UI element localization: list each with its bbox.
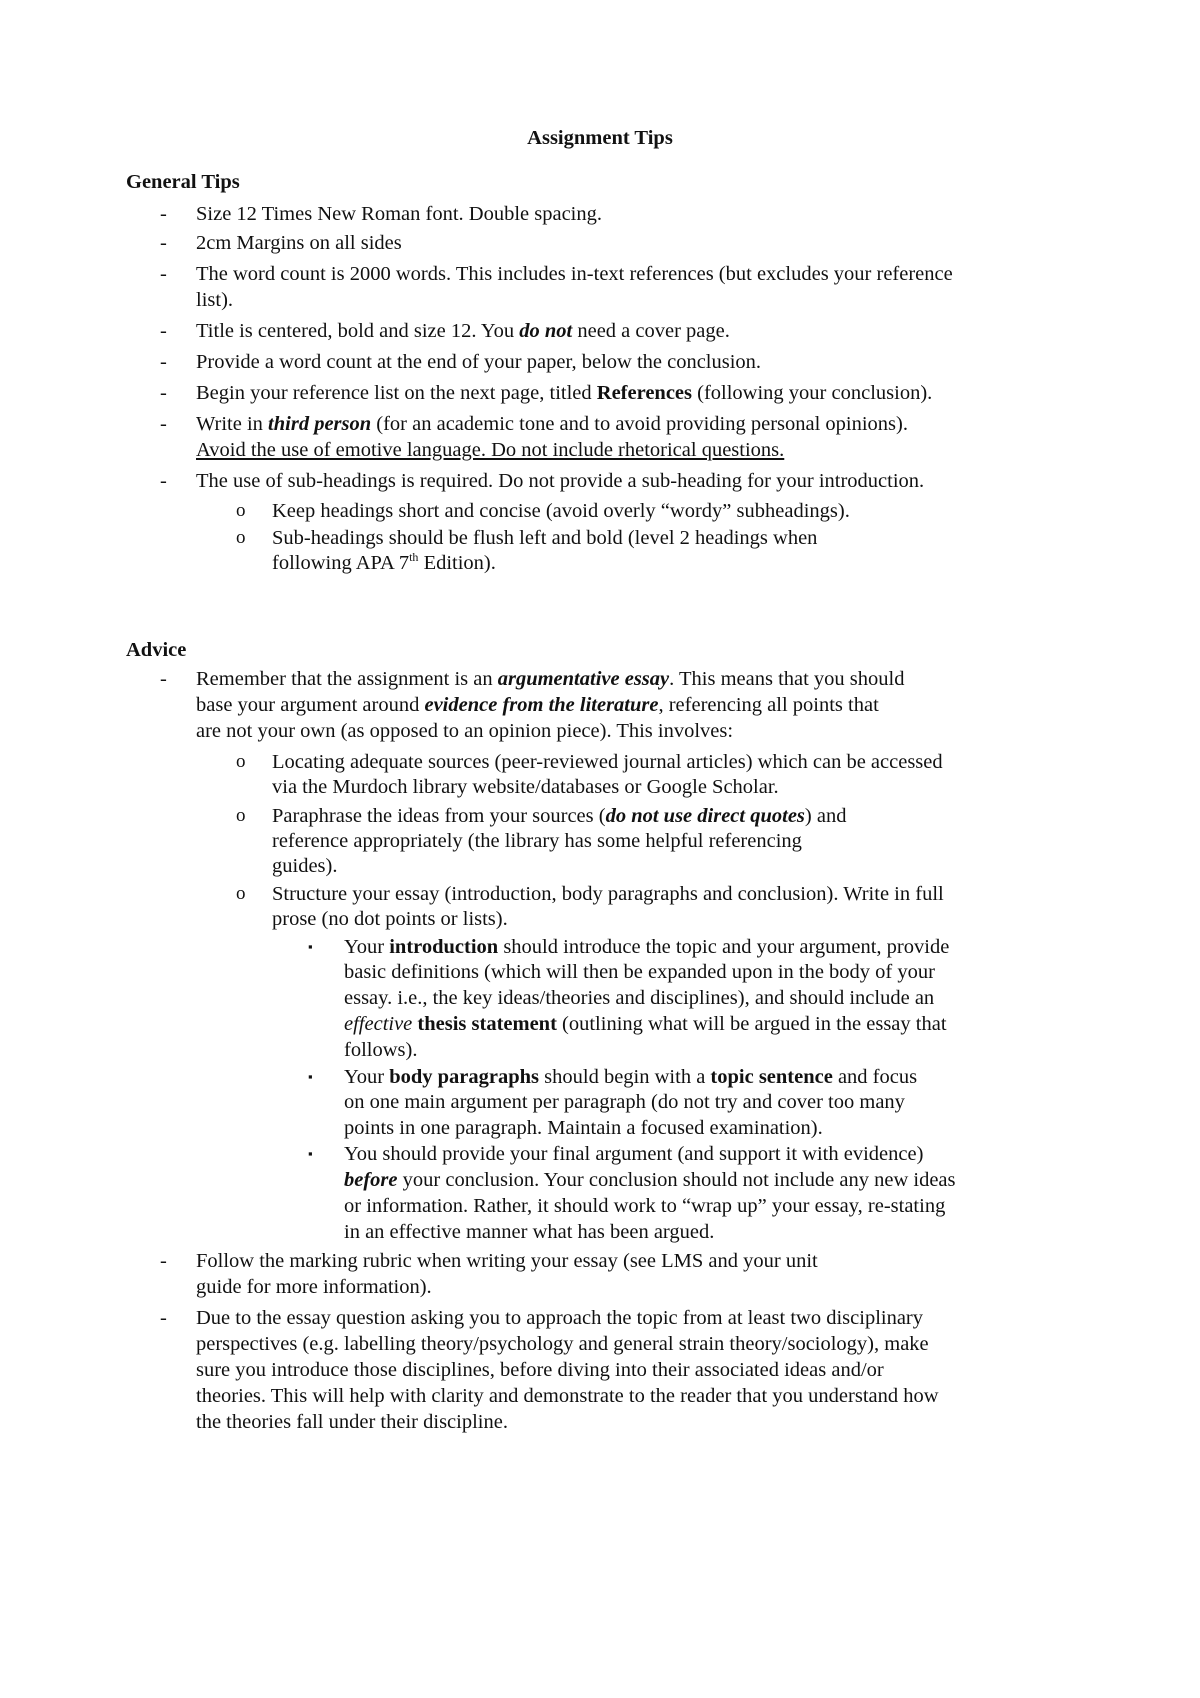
advice-introduction: Your introduction should introduce the topic and your argument, provide [344,936,950,958]
dash-bullet: - [160,382,167,404]
tip-third-person: Write in third person (for an academic tone and to avoid providing personal opinions). [196,413,908,435]
tip-word-count: The word count is 2000 words. This includes in-text references (but excludes your reference [196,263,953,285]
advice-paraphrase-cont: reference appropriately (the library has some helpful referencing [272,830,802,852]
subtip-apa-edition: following APA 7th Edition). [272,550,496,574]
dash-bullet: - [160,1307,167,1329]
advice-locating-sources-cont: via the Murdoch library website/databases or Google Scholar. [272,776,779,798]
advice-structure: Structure your essay (introduction, body paragraphs and conclusion). Write in full [272,883,944,905]
circle-bullet: o [236,805,246,826]
tip-reference-list: Begin your reference list on the next page, titled References (following your conclusion). [196,382,933,404]
advice-disciplines: Due to the essay question asking you to approach the topic from at least two disciplinary [196,1307,924,1329]
circle-bullet: o [236,883,246,904]
advice-disciplines-cont2: sure you introduce those disciplines, before diving into their associated ideas and/or [196,1359,884,1381]
tip-word-count-cont: list). [196,289,234,311]
tip-provide-count: Provide a word count at the end of your paper, below the conclusion. [196,351,762,373]
tip-font: Size 12 Times New Roman font. Double spacing. [196,203,602,225]
advice-locating-sources: Locating adequate sources (peer-reviewed journal articles) which can be accessed [272,751,943,773]
advice-paraphrase-cont2: guides). [272,855,338,877]
advice-disciplines-cont: perspectives (e.g. labelling theory/psychology and general strain theory/sociology), make [196,1333,929,1355]
advice-final-argument: You should provide your final argument (and support it with evidence) [344,1143,924,1165]
subtip-short-headings: Keep headings short and concise (avoid overly “wordy” subheadings). [272,500,850,522]
dash-bullet: - [160,1250,167,1272]
page-title: Assignment Tips [527,127,673,149]
dash-bullet: - [160,470,167,492]
section-heading-general: General Tips [126,171,240,193]
advice-marking-rubric-cont: guide for more information). [196,1276,432,1298]
advice-wrap-up-cont: in an effective manner what has been argued. [344,1221,715,1243]
advice-introduction-end: follows). [344,1039,418,1061]
circle-bullet: o [236,500,246,521]
advice-evidence: base your argument around evidence from the literature, referencing all points that [196,694,879,716]
circle-bullet: o [236,527,246,548]
advice-wrap-up: or information. Rather, it should work to “wrap up” your essay, re-stating [344,1195,946,1217]
dash-bullet: - [160,351,167,373]
square-bullet: ▪ [308,1069,313,1084]
dash-bullet: - [160,263,167,285]
tip-subheadings: The use of sub-headings is required. Do not provide a sub-heading for your introduction. [196,470,925,492]
advice-disciplines-cont3: theories. This will help with clarity and demonstrate to the reader that you understand how [196,1385,939,1407]
advice-argumentative: Remember that the assignment is an argumentative essay. This means that you should [196,668,905,690]
square-bullet: ▪ [308,1146,313,1161]
advice-introduction-cont: basic definitions (which will then be expanded upon in the body of your [344,961,935,983]
advice-marking-rubric: Follow the marking rubric when writing your essay (see LMS and your unit [196,1250,818,1272]
advice-before-conclusion: before your conclusion. Your conclusion should not include any new ideas [344,1169,956,1191]
tip-emotive-language: Avoid the use of emotive language. Do not include rhetorical questions. [196,439,785,461]
dash-bullet: - [160,320,167,342]
section-heading-advice: Advice [126,639,187,661]
dash-bullet: - [160,668,167,690]
advice-paraphrase: Paraphrase the ideas from your sources (do not use direct quotes) and [272,805,847,827]
subtip-flush-left: Sub-headings should be flush left and bold (level 2 headings when [272,527,818,549]
tip-title: Title is centered, bold and size 12. You do not need a cover page. [196,320,730,342]
advice-body-paragraphs: Your body paragraphs should begin with a topic sentence and focus [344,1066,918,1088]
advice-body-paragraphs-cont: on one main argument per paragraph (do not try and cover too many [344,1091,905,1113]
advice-structure-cont: prose (no dot points or lists). [272,908,508,930]
dash-bullet: - [160,203,167,225]
square-bullet: ▪ [308,939,313,954]
circle-bullet: o [236,751,246,772]
advice-body-paragraphs-cont2: points in one paragraph. Maintain a focused examination). [344,1117,823,1139]
advice-thesis-statement: effective thesis statement (outlining what will be argued in the essay that [344,1013,947,1035]
advice-introduction-cont2: essay. i.e., the key ideas/theories and disciplines), and should include an [344,987,935,1009]
advice-involves: are not your own (as opposed to an opinion piece). This involves: [196,720,734,742]
dash-bullet: - [160,232,167,254]
tip-margins: 2cm Margins on all sides [196,232,402,254]
dash-bullet: - [160,413,167,435]
advice-disciplines-end: the theories fall under their discipline. [196,1411,508,1433]
